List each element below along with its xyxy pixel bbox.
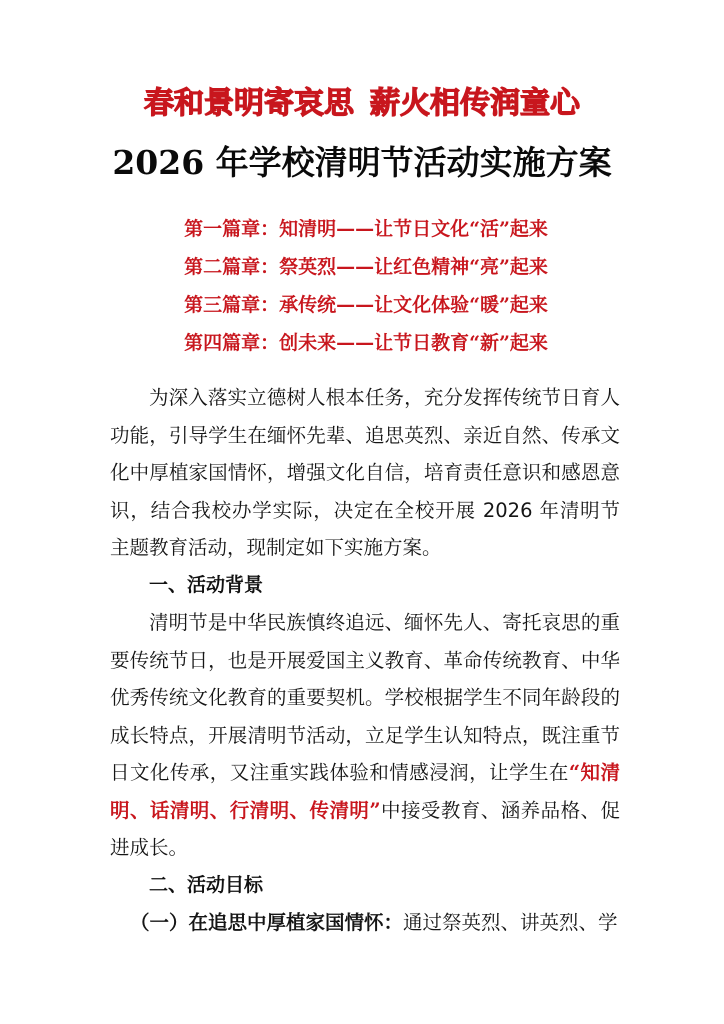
chapter-item: 第二篇章：祭英烈——让红色精神“亮”起来 <box>184 256 548 278</box>
document-body <box>110 379 620 942</box>
background-text-2: 中接受教育、涵养品格、促进成长。 <box>110 798 620 859</box>
chapter-item: 第一篇章：知清明——让节日文化“活”起来 <box>184 218 548 240</box>
slogan-banner <box>0 84 724 124</box>
chapter-item: 第四篇章：创未来——让节日教育“新”起来 <box>184 332 548 354</box>
slogan-part-2: 薪火相传润童心 <box>370 86 580 121</box>
goal-item-1-text: 通过祭英烈、讲英烈、学 <box>403 911 618 934</box>
chapter-list <box>0 210 724 362</box>
background-paragraph <box>110 604 620 867</box>
intro-paragraph: 为深入落实立德树人根本任务，充分发挥传统节日育人功能，引导学生在缅怀先辈、追思英烈、亲近自然、传承文化中厚植家国情怀，增强文化自信，培育责任意识和感恩意识，结合我校办学实际，决定在全校开展 2026 年清明节主题教育活动，现制定如下实施方案。 <box>110 386 620 559</box>
highlight-phrase: “知清明、话清明、行清明、传清明” <box>110 761 620 822</box>
chapter-item: 第三篇章：承传统——让文化体验“暖”起来 <box>184 294 548 316</box>
slogan-part-1: 春和景明寄哀思 <box>144 86 354 121</box>
background-text-1: 清明节是中华民族慎终追远、缅怀先人、寄托哀思的重要传统节日，也是开展爱国主义教育、革命传统教育、中华优秀传统文化教育的重要契机。学校根据学生不同年龄段的成长特点，开展清明节活动，立足学生认知特点，既注重节日文化传承，又注重实践体验和情感浸润，让学生在 <box>110 611 620 784</box>
goal-item-1 <box>110 904 620 942</box>
section-heading-goals: 二、活动目标 <box>149 873 264 896</box>
section-heading-background: 一、活动背景 <box>149 573 264 596</box>
goal-item-1-lead: （一）在追思中厚植家国情怀： <box>130 911 404 934</box>
page-title: 2026 年学校清明节活动实施方案 <box>112 143 612 182</box>
